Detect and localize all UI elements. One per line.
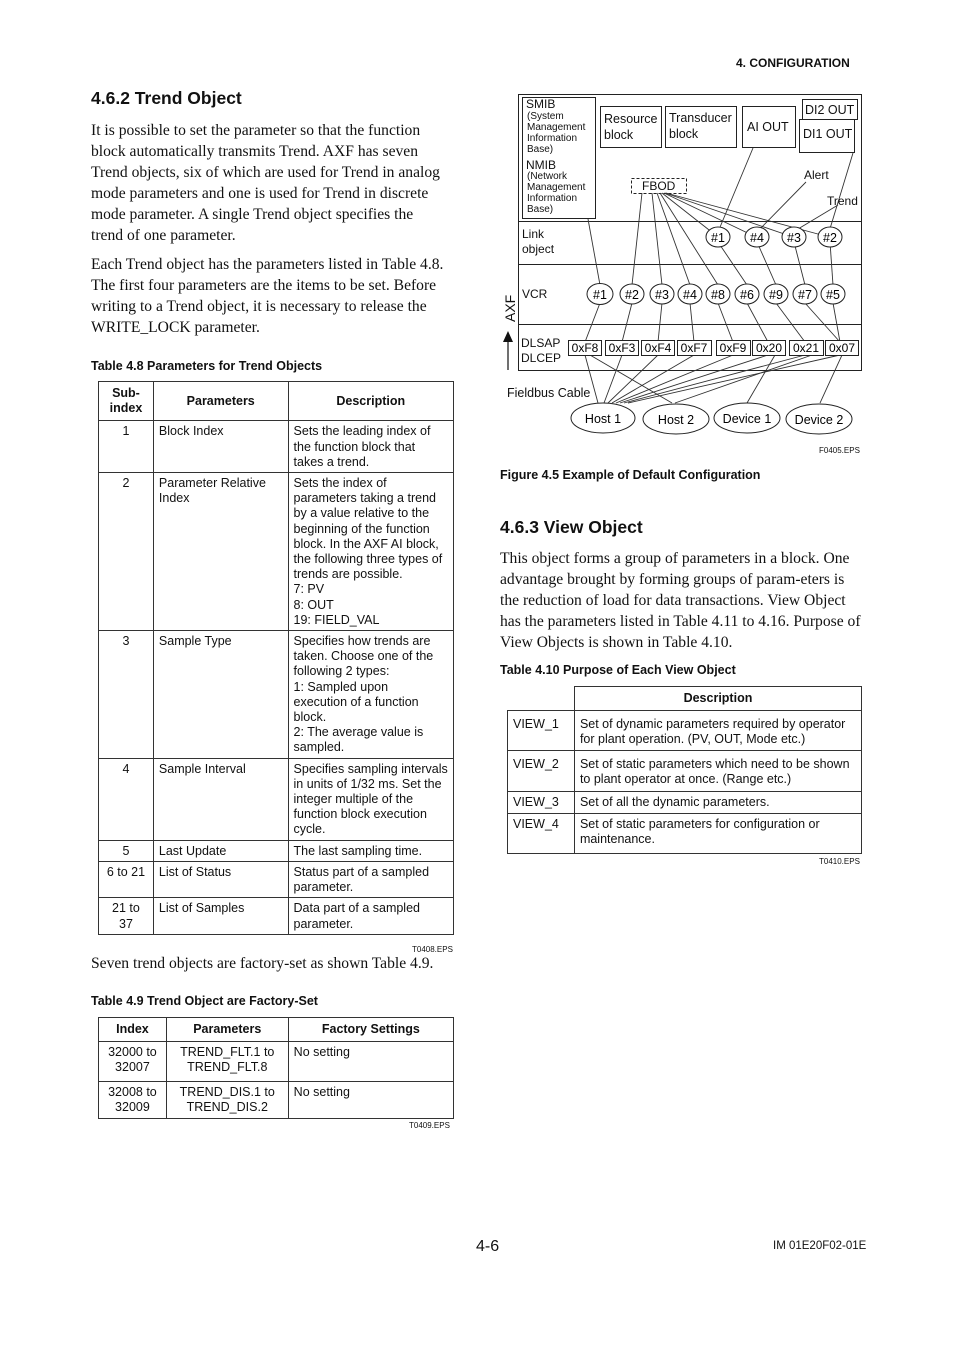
cell-subindex: 4 <box>99 758 154 840</box>
link-id-4 <box>745 227 769 247</box>
cell-parameter: List of Samples <box>153 898 288 934</box>
vcr-id-label: #7 <box>798 288 812 302</box>
default-configuration-diagram <box>498 90 868 460</box>
link-id-3 <box>782 227 806 247</box>
address-box <box>606 341 639 356</box>
link-id-label: #2 <box>823 231 837 245</box>
link-object-label: object <box>522 242 555 256</box>
address-label: 0xF7 <box>680 341 708 355</box>
link-id-label: #4 <box>750 231 764 245</box>
view-paragraph: This object forms a group of parameters in a block. One advantage brought by forming groups of param-eters is the reduction of load for data transactions. View Object has the parameters listed in Table 4.11 to 4.16. Purpose of View Objects is shown in Table 4.10. <box>500 550 861 651</box>
table-row <box>508 792 862 814</box>
table-row <box>99 840 454 861</box>
nmib-desc-line: Information <box>527 193 578 204</box>
address-label: 0xF8 <box>571 341 599 355</box>
trend-paragraph-1: It is possible to set the parameter so that the function block automatically transmits Trend. AXF has seven Trend objects, six of which are used for Trend in analog mode parameters and one is used for Trend in discrete mode parameter. A single Trend object specifies the trend of one parameter. <box>91 122 440 244</box>
table410-caption: Table 4.10 Purpose of Each View Object <box>500 663 736 677</box>
cell-description: Specifies how trends are taken. Choose one of the following 2 types: 1: Sampled upon execution of a function block. 2: The average value is sampled. <box>288 631 453 759</box>
cell-parameter: Block Index <box>153 421 288 473</box>
device-1-node <box>714 403 780 433</box>
vcr-id <box>706 284 730 304</box>
node-label: Device 1 <box>722 412 772 426</box>
cell-subindex: 2 <box>99 473 154 631</box>
link-id-label: #3 <box>787 231 801 245</box>
cell-description: The last sampling time. <box>288 840 453 861</box>
cell-view-name: VIEW_4 <box>508 814 575 854</box>
address-box <box>569 341 602 356</box>
table-4-9 <box>98 1017 454 1119</box>
table-row <box>99 421 454 473</box>
table49-eps-label: T0409.EPS <box>409 1121 450 1130</box>
alert-label: Alert <box>804 168 829 182</box>
address-label: 0x07 <box>828 341 856 355</box>
node-label: Host 1 <box>584 412 622 426</box>
address-label: 0x20 <box>755 341 783 355</box>
address-label: 0xF9 <box>719 341 747 355</box>
column-header-index: Index <box>99 1018 167 1042</box>
cell-setting: No setting <box>288 1082 453 1119</box>
table48-eps-label: T0408.EPS <box>412 945 453 954</box>
host-2-node <box>643 404 709 434</box>
address-box <box>753 341 786 356</box>
address-label: 0xF3 <box>608 341 636 355</box>
dlsap-label: DLSAP <box>521 336 561 350</box>
trend-label: Trend <box>827 194 858 208</box>
vcr-id-label: #6 <box>740 288 754 302</box>
vcr-id-label: #9 <box>769 288 783 302</box>
cell-description: Status part of a sampled parameter. <box>288 861 453 897</box>
cell-parameter: Sample Interval <box>153 758 288 840</box>
cell-description: Set of static parameters which need to be shown to plant operator at once. (Range etc.) <box>574 751 861 792</box>
vcr-id <box>678 284 702 304</box>
column-header-parameters: Parameters <box>166 1018 288 1042</box>
column-header-description: Description <box>288 382 453 421</box>
cell-index: 32008 to 32009 <box>99 1082 167 1119</box>
host-1-node <box>571 403 635 433</box>
nmib-desc-line: (Network <box>527 171 568 182</box>
address-box <box>826 341 859 356</box>
smib-desc-line: Base) <box>527 144 554 155</box>
node-label: Device 2 <box>794 413 844 427</box>
vcr-id <box>793 284 817 304</box>
smib-label: SMIB <box>526 97 556 111</box>
figure-caption: Figure 4.5 Example of Default Configuration <box>500 468 761 482</box>
axf-label: AXF <box>502 294 518 322</box>
connection-lines <box>585 148 856 403</box>
link-id-2 <box>818 227 842 247</box>
table-4-10 <box>507 686 862 854</box>
trend-paragraph-2: Each Trend object has the parameters listed in Table 4.8. The first four parameters are the items to be set. Before writing to a Trend object, it is necessary to release the WRITE_LOCK parameter. <box>91 256 444 336</box>
di2-out-label: DI2 OUT <box>805 103 855 117</box>
address-label: 0x21 <box>792 341 820 355</box>
cell-description: Set of all the dynamic parameters. <box>574 792 861 814</box>
vcr-id <box>735 284 759 304</box>
smib-desc-line: Management <box>527 122 586 133</box>
cell-description: Sets the index of parameters taking a trend by a value relative to the beginning of the function block. In the AXF AI block, the following three types of trends are possible. 7: PV 8: OUT 19: FIELD_VAL <box>288 473 453 631</box>
cell-subindex: 21 to 37 <box>99 898 154 934</box>
trend-heading: 4.6.2 Trend Object <box>91 88 242 108</box>
vcr-id-label: #4 <box>683 288 697 302</box>
cell-setting: No setting <box>288 1042 453 1082</box>
view-heading: 4.6.3 View Object <box>500 517 643 537</box>
vcr-id-label: #8 <box>711 288 725 302</box>
table-row <box>508 711 862 751</box>
network-nodes <box>571 403 852 434</box>
vcr-id <box>821 284 845 304</box>
address-box <box>717 341 751 356</box>
link-id-1 <box>706 227 730 247</box>
running-header: 4. CONFIGURATION <box>736 56 850 70</box>
device-2-node <box>786 404 852 434</box>
vcr-id <box>650 284 674 304</box>
table-row <box>99 758 454 840</box>
cell-description: Data part of a sampled parameter. <box>288 898 453 934</box>
column-header-factory-settings: Factory Settings <box>288 1018 453 1042</box>
cell-parameter: Sample Type <box>153 631 288 759</box>
page-number: 4-6 <box>476 1238 500 1255</box>
resource-block-label: Resource <box>604 112 658 126</box>
smib-desc-line: Information <box>527 133 578 144</box>
vcr-id <box>587 284 613 305</box>
link-id-label: #1 <box>711 231 725 245</box>
table-row <box>99 1082 454 1119</box>
vcr-ids <box>587 284 845 305</box>
document-id: IM 01E20F02-01E <box>773 1240 867 1252</box>
vcr-id-label: #2 <box>625 288 639 302</box>
nmib-label: NMIB <box>526 158 556 172</box>
table-row <box>99 1042 454 1082</box>
dlsap-addresses <box>569 341 859 356</box>
vcr-label: VCR <box>522 287 548 301</box>
cell-parameter: Parameter Relative Index <box>153 473 288 631</box>
table-row <box>99 631 454 759</box>
address-label: 0xF4 <box>644 341 672 355</box>
cell-subindex: 1 <box>99 421 154 473</box>
trend-after-table: Seven trend objects are factory-set as shown Table 4.9. <box>91 955 434 972</box>
vcr-id-label: #3 <box>655 288 669 302</box>
transducer-block-label: Transducer <box>669 111 732 125</box>
vcr-id-label: #5 <box>826 288 840 302</box>
fieldbus-cable-label: Fieldbus Cable <box>507 386 591 400</box>
address-box <box>790 341 824 356</box>
column-header-subindex: Sub- index <box>99 382 154 421</box>
vcr-id <box>764 284 788 304</box>
cell-parameter: TREND_DIS.1 to TREND_DIS.2 <box>166 1082 288 1119</box>
cell-description: Sets the leading index of the function block that takes a trend. <box>288 421 453 473</box>
cell-index: 32000 to 32007 <box>99 1042 167 1082</box>
cell-description: Set of static parameters for configuration or maintenance. <box>574 814 861 854</box>
table-row <box>508 751 862 792</box>
cell-subindex: 3 <box>99 631 154 759</box>
table-row <box>99 473 454 631</box>
table-row <box>99 861 454 897</box>
fbod-label: FBOD <box>642 179 676 193</box>
di1-out-label: DI1 OUT <box>803 127 853 141</box>
table-4-8 <box>98 381 454 935</box>
cell-parameter: TREND_FLT.1 to TREND_FLT.8 <box>166 1042 288 1082</box>
table-row <box>99 898 454 934</box>
dlcep-label: DLCEP <box>521 351 562 365</box>
cell-subindex: 6 to 21 <box>99 861 154 897</box>
resource-block-label: block <box>604 128 634 142</box>
table410-eps-label: T0410.EPS <box>819 857 860 866</box>
smib-desc-line: (System <box>527 111 564 122</box>
address-box <box>642 341 675 356</box>
cell-subindex: 5 <box>99 840 154 861</box>
address-box <box>678 341 712 356</box>
nmib-desc-line: Base) <box>527 204 554 215</box>
cell-description: Specifies sampling intervals in units of 1/32 ms. Set the integer multiple of the function block execution cycle. <box>288 758 453 840</box>
cell-description: Set of dynamic parameters required by operator for plant operation. (PV, OUT, Mode etc.) <box>574 711 861 751</box>
cell-view-name: VIEW_1 <box>508 711 575 751</box>
table48-caption: Table 4.8 Parameters for Trend Objects <box>91 359 323 373</box>
cell-parameter: Last Update <box>153 840 288 861</box>
table49-caption: Table 4.9 Trend Object are Factory-Set <box>91 994 318 1008</box>
cell-parameter: List of Status <box>153 861 288 897</box>
nmib-desc-line: Management <box>527 182 586 193</box>
axf-arrow-head <box>503 331 513 342</box>
node-label: Host 2 <box>657 413 695 427</box>
vcr-id <box>620 284 644 304</box>
cell-view-name: VIEW_2 <box>508 751 575 792</box>
link-object-label: Link <box>522 227 545 241</box>
figure-eps-label: F0405.EPS <box>819 446 860 455</box>
link-object-band <box>519 222 862 265</box>
table-row <box>508 814 862 854</box>
column-header-empty <box>508 687 575 711</box>
column-header-description: Description <box>574 687 861 711</box>
cell-view-name: VIEW_3 <box>508 792 575 814</box>
transducer-block-label: block <box>669 127 699 141</box>
vcr-id-label: #1 <box>593 288 607 302</box>
ai-out-label: AI OUT <box>747 120 789 134</box>
column-header-parameters: Parameters <box>153 382 288 421</box>
